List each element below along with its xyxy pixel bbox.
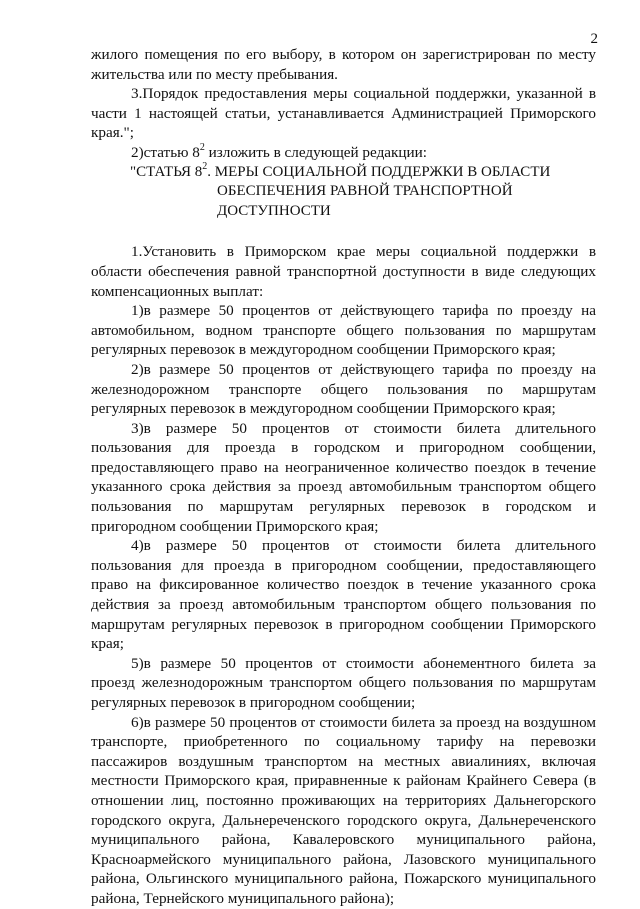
- list-item-2: 2)в размере 50 процентов от действующего тарифа по проезду на железнодорожном транспорте общего пользования по маршрутам регулярных перевозок в междугородном сообщении Приморского края;: [91, 360, 596, 418]
- amendment-text-end: изложить в следующей редакции:: [204, 143, 428, 161]
- amendment-text-start: 2)статью 8: [131, 143, 200, 161]
- document-body: [91, 45, 596, 909]
- list-item-6: 6)в размере 50 процентов от стоимости билета за проезд на воздушном транспорте, приобретенного по социальному тарифу на перевозки пассажиров воздушным транспортом на местных авиалиниях, включая местности Приморского края, приравненные к районам Крайнего Севера (в отношении лиц, постоянно проживающих на территориях Дальнегорского городского округа, Дальнереченского городского округа, Дальнереченского муниципального района, Кавалеровского муниципального района, Красноармейского муниципального района, Лазовского муниципального района, Ольгинского муниципального района, Пожарского муниципального района, Тернейского муниципального района);: [91, 713, 596, 907]
- paragraph-continuation: жилого помещения по его выбору, в котором он зарегистрирован по месту жительства или по месту пребывания.: [91, 46, 596, 83]
- heading-text-start: "СТАТЬЯ 8: [130, 163, 203, 180]
- list-item-3: 3)в размере 50 процентов от стоимости билета длительного пользования для проезда в городском и пригородном сообщении, предоставляющего право на неограниченное количество поездок в течение указанного срока действия за проезд автомобильным транспортом общего пользования по маршрутам регулярных перевозок в городском и пригородном сообщении Приморского края;: [91, 419, 596, 535]
- heading-text-end: . МЕРЫ СОЦИАЛЬНОЙ ПОДДЕРЖКИ В ОБЛАСТИ: [207, 163, 551, 180]
- article-heading-line-1: [91, 160, 596, 183]
- paragraph-intro: 1.Установить в Приморском крае меры социальной поддержки в области обеспечения равной транспортной доступности в виде следующих компенсационных выплат:: [91, 243, 596, 300]
- article-heading-line-2: ОБЕСПЕЧЕНИЯ РАВНОЙ ТРАНСПОРТНОЙ: [217, 183, 513, 200]
- paragraph-part-3: 3.Порядок предоставления меры социальной поддержки, указанной в части 1 настоящей статьи, устанавливается Администрацией Приморского края.";: [91, 85, 596, 142]
- list-item-4: 4)в размере 50 процентов от стоимости билета длительного пользования для проезда в пригородном сообщении, предоставляющего право на фиксированное количество поездок в течение указанного срока действия за проезд автомобильным транспортом общего пользования по маршрутам регулярных перевозок в пригородном сообщении Приморского края;: [91, 537, 596, 653]
- heading-superscript: 2: [202, 160, 208, 172]
- list-item-5: 5)в размере 50 процентов от стоимости абонементного билета за проезд железнодорожным транспортом общего пользования по маршрутам регулярных перевозок в пригородном сообщении;: [91, 654, 596, 711]
- page-number: 2: [590, 31, 598, 47]
- amendment-superscript: 2: [199, 141, 205, 153]
- paragraph-amendment-2: [91, 143, 596, 163]
- article-heading-line-3: ДОСТУПНОСТИ: [217, 202, 331, 219]
- spacer: [91, 221, 596, 242]
- list-item-1: 1)в размере 50 процентов от действующего тарифа по проезду на автомобильном, водном транспорте общего пользования по маршрутам регулярных перевозок в междугородном сообщении Приморского края;: [91, 302, 596, 359]
